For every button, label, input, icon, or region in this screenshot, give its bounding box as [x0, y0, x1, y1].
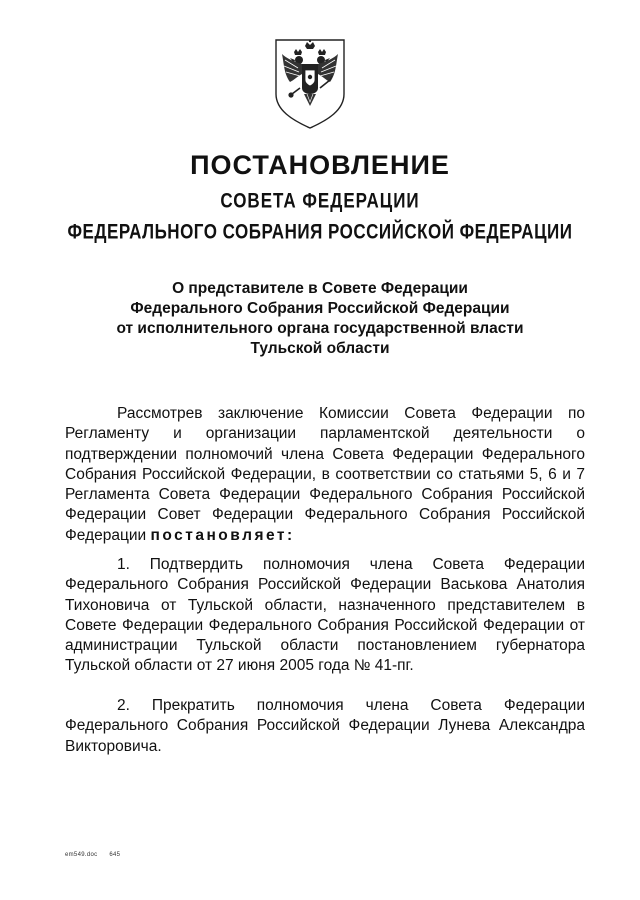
document-footer [65, 852, 120, 858]
resolution-item-2: 2. Прекратить полномочия члена Совета Федерации Федерального Собрания Российской Федерации Лунева Александра Викторовича. [65, 697, 585, 755]
footer-file-name: em549.doc [65, 852, 98, 858]
resolves-word: постановляет: [150, 526, 295, 544]
issuer-line-1: СОВЕТА ФЕДЕРАЦИИ [220, 188, 420, 213]
preamble-text: Рассмотрев заключение Комиссии Совета Федерации по Регламенту и организации парламентской деятельности о подтверждении полномочий члена Совета Федерации Федерального Собрания Российской Федерации, в соответствии со статьями 5, 6 и 7 Регламента Совета Федерации Федерального Собрания Российской Федерации Совет Федерации Федерального Собрания Российской Федерации [65, 405, 585, 544]
resolution-item-1: 1. Подтвердить полномочия члена Совета Федерации Федерального Собрания Российской Федерации Васькова Анатолия Тихоновича от Тульской области, назначенного представителем в Совете Федерации Федерального Собрания Российской Федерации от администрации Тульской области постановлением губернатора Тульской области от 27 июня 2005 года № 41-пг. [65, 556, 585, 675]
subject-line: Федерального Собрания Российской Федерации [130, 300, 510, 317]
subject-line: Тульской области [250, 340, 390, 357]
subject-line: О представителе в Совете Федерации [172, 280, 468, 297]
footer-code: 645 [109, 852, 121, 858]
issuer-line-2: ФЕДЕРАЛЬНОГО СОБРАНИЯ РОССИЙСКОЙ ФЕДЕРАЦИИ [67, 219, 573, 244]
preamble-paragraph [65, 404, 585, 546]
subject-line: от исполнительного органа государственной власти [116, 320, 524, 337]
double-headed-eagle-emblem-icon [272, 36, 348, 132]
document-subject [0, 279, 640, 359]
document-title: ПОСТАНОВЛЕНИЕ [190, 150, 450, 180]
